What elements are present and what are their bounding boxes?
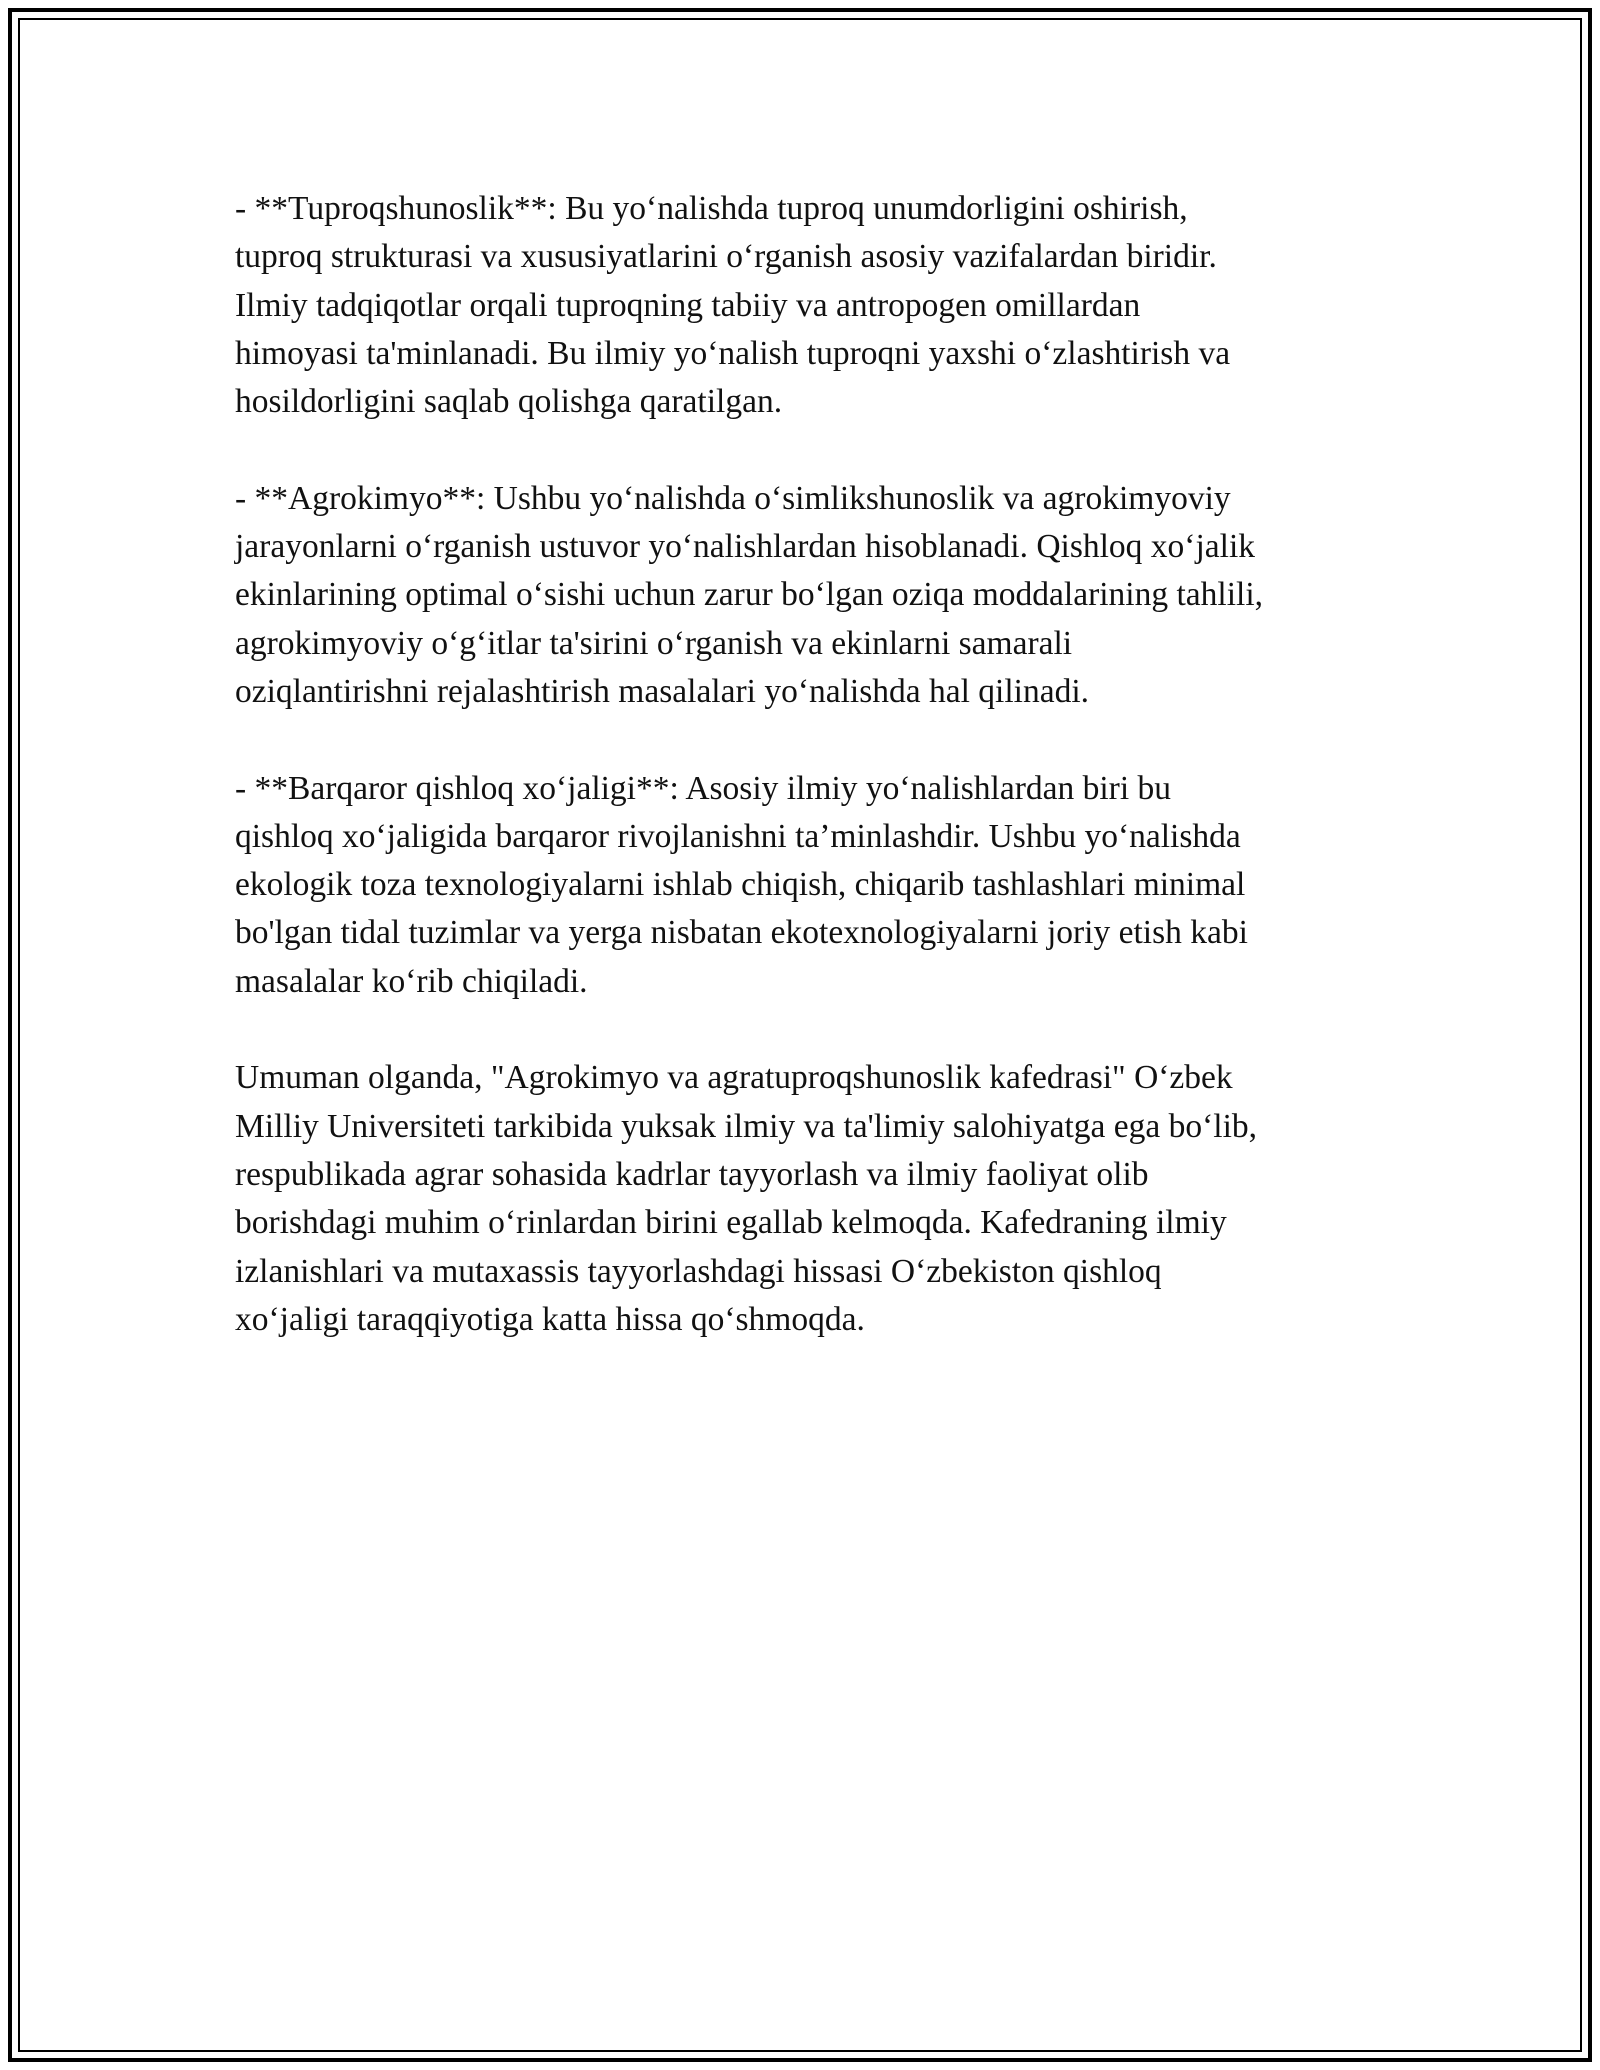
paragraph-barqaror-qishloq: - **Barqaror qishloq xo‘jaligi**: Asosiy ilmiy yo‘nalishlardan biri bu qishloq xo‘jaligida barqaror rivojlanishni ta’minlashdir. Ushbu yo‘nalishda ekologik toza texnologiyalarni ishlab chiqish, chiqarib tashlashlari minimal bo'lgan tidal tuzimlar va yerga nisbatan ekotexnologiyalarni joriy etish kabi masalalar ko‘rib chiqiladi. xyxy=(235,769,1248,1000)
document-body xyxy=(235,185,1370,1392)
paragraph-tuproqshunoslik: - **Tuproqshunoslik**: Bu yo‘nalishda tuproq unumdorligini oshirish, tuproq strukturasi va xususiyatlarini o‘rganish asosiy vazifalardan biridir. Ilmiy tadqiqotlar orqali tuproqning tabiiy va antropogen omillardan himoyasi ta'minlanadi. Bu ilmiy yo‘nalish tuproqni yaxshi o‘zlashtirish va hosildorligini saqlab qolishga qaratilgan. xyxy=(235,190,1231,421)
paragraph-agrokimyo: - **Agrokimyo**: Ushbu yo‘nalishda o‘simlikshunoslik va agrokimyoviy jarayonlarni o‘rganish ustuvor yo‘nalishlardan hisoblanadi. Qishloq xo‘jalik ekinlarining optimal o‘sishi uchun zarur bo‘lgan oziqa moddalarining tahlili, agrokimyoviy o‘g‘itlar ta'sirini o‘rganish va ekinlarni samarali oziqlantirishni rejalashtirish masalalari yo‘nalishda hal qilinadi. xyxy=(235,479,1264,710)
paragraph-conclusion: Umuman olganda, "Agrokimyo va agratuproqshunoslik kafedrasi" O‘zbek Milliy Universiteti tarkibida yuksak ilmiy va ta'limiy salohiyatga ega bo‘lib, respublikada agrar sohasida kadrlar tayyorlash va ilmiy faoliyat olib borishdagi muhim o‘rinlardan birini egallab kelmoqda. Kafedraning ilmiy izlanishlari va mutaxassis tayyorlashdagi hissasi O‘zbekiston qishloq xo‘jaligi taraqqiyotiga katta hissa qo‘shmoqda. xyxy=(235,1059,1258,1338)
